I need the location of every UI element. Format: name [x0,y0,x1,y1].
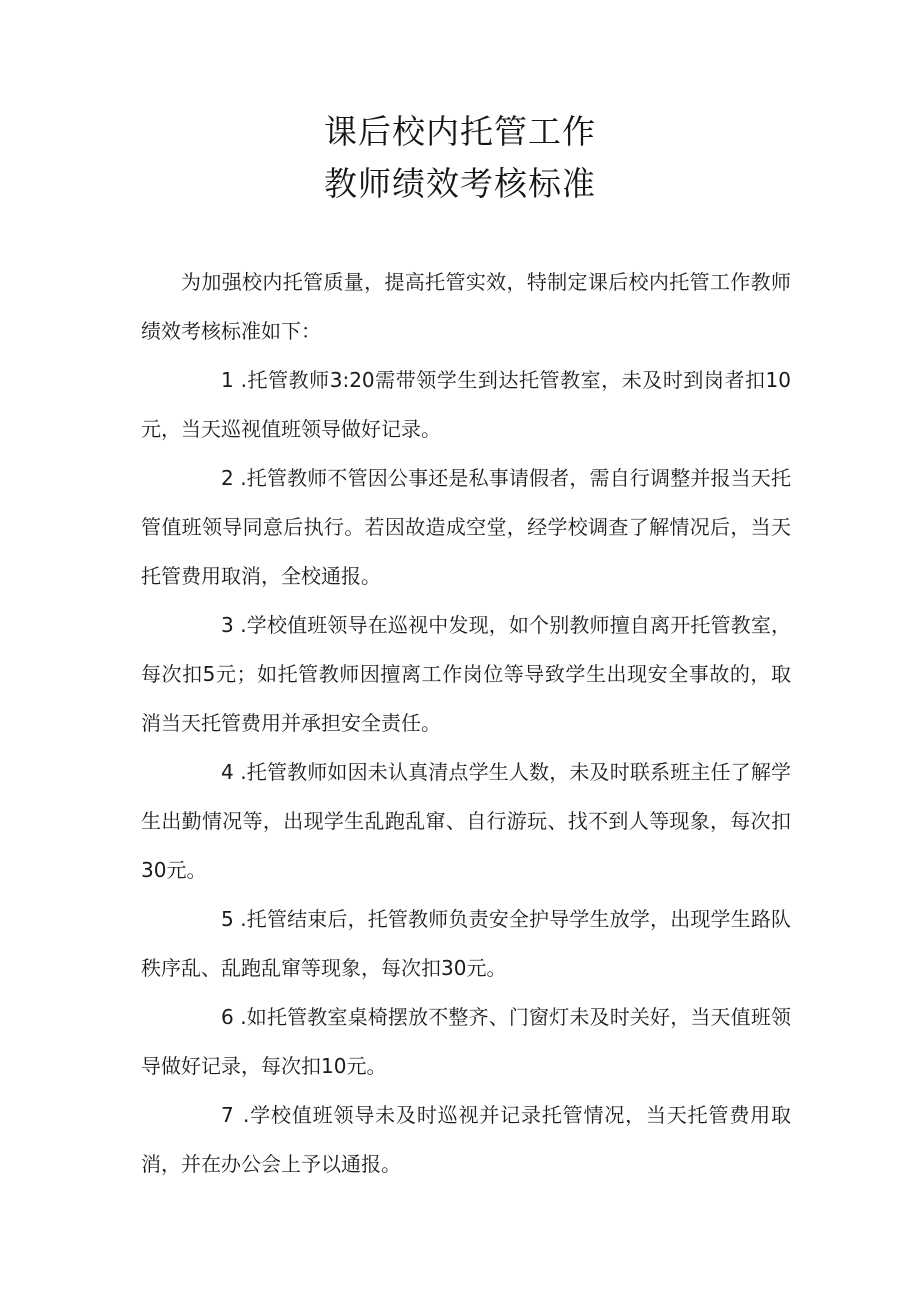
rule-text: .如托管教室桌椅摆放不整齐、门窗灯未及时关好，当天值班领导做好记录，每次扣10元。 [141,1005,792,1078]
rule-item-7 [141,1091,791,1189]
intro-paragraph: 为加强校内托管质量，提高托管实效，特制定课后校内托管工作教师绩效考核标准如下： [141,270,791,343]
rule-text: .托管教师不管因公事还是私事请假者，需自行调整并报当天托管值班领导同意后执行。若因故造成空堂，经学校调查了解情况后，当天托管费用取消，全校通报。 [141,466,792,588]
rule-number: 6 [221,1005,234,1029]
rule-number: 2 [221,466,234,490]
document-body [141,258,791,1189]
rule-text: .学校值班领导在巡视中发现，如个别教师擅自离开托管教室，每次扣5元；如托管教师因擅离工作岗位等导致学生出现安全事故的，取消当天托管费用并承担安全责任。 [141,613,792,735]
rule-item-5 [141,895,791,993]
rule-number: 1 [221,368,234,392]
rule-item-2 [141,454,791,601]
rule-item-6 [141,993,791,1091]
rule-number: 5 [221,907,234,931]
rule-text: .学校值班领导未及时巡视并记录托管情况，当天托管费用取消，并在办公会上予以通报。 [141,1103,791,1176]
rule-number: 3 [221,613,234,637]
rule-text: .托管结束后，托管教师负责安全护导学生放学，出现学生路队秩序乱、乱跑乱窜等现象，每次扣30元。 [141,907,792,980]
rule-item-3 [141,601,791,748]
title-line-1: 课后校内托管工作 [324,112,596,151]
rule-item-4 [141,748,791,895]
rule-number: 4 [221,760,234,784]
rule-text: .托管教师如因未认真清点学生人数，未及时联系班主任了解学生出勤情况等，出现学生乱跑乱窜、自行游玩、找不到人等现象，每次扣30元。 [141,760,792,882]
rule-item-1 [141,356,791,454]
rule-text: .托管教师3:20需带领学生到达托管教室，未及时到岗者扣10元，当天巡视值班领导做好记录。 [141,368,792,441]
rule-number: 7 [221,1103,234,1127]
title-line-2: 教师绩效考核标准 [324,164,596,203]
